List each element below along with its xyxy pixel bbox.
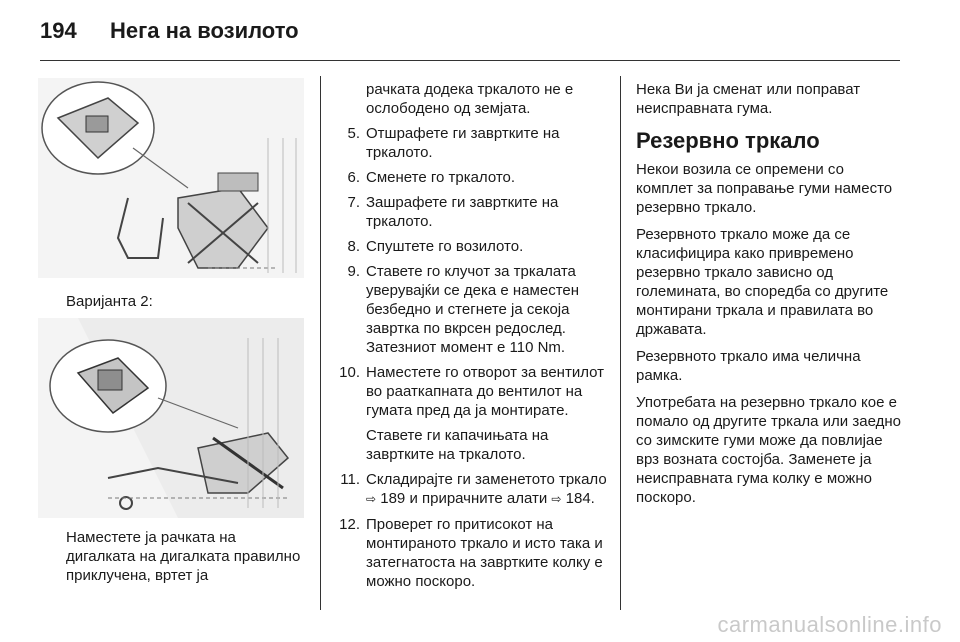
list-item: 6. Сменете го тркалото. (347, 169, 516, 186)
list-item: 11. Складирајте ги заменетото тркало ⇨ 189 и прирачните алати ⇨ 184. (340, 471, 607, 507)
list-item: 10. Наместете го отворот за вентилот во рааткапната до вентилот на гумата пред да ја монтирате. (339, 364, 605, 419)
intro-paragraph: Нека Ви ја сменат или поправат неисправната гума. (636, 81, 861, 117)
paragraph: Употребата на резервно тркало кое е помало од другите тркала или заедно со зимските гуми може да повлијае врз возната состојба. Заменете ја неисправната гума колку е можно поскоро. (636, 394, 901, 506)
paragraph: Резервното тркало може да се класифицира како привремено резервно тркало зависно од големината, во споредба со другите монтирани тркала и правилата во државата. (636, 226, 889, 338)
spare-wheel-column (636, 80, 902, 515)
reference-arrow-icon[interactable]: ⇨ (366, 492, 377, 506)
list-item: 7. Зашрафете ги завртките на тркалото. (347, 194, 559, 230)
step-note: Ставете ги капачињата на завртките на тркалото. (366, 427, 549, 463)
column-divider-1 (320, 76, 321, 610)
watermark: carmanualsonline.info (717, 612, 942, 637)
list-item: 9. Ставете го клучот за тркалата уверувајќи се дека е наместен безбедно и стегнете ја секоја завртка по вкрсен редослед. Затезниот момент е 110 Nm. (347, 263, 580, 356)
step-continuation: рачката додека тркалото не е ослободено од земјата. (366, 81, 574, 117)
jack-illustration-2 (38, 318, 304, 518)
paragraph: Резервното тркало има челична рамка. (636, 348, 861, 384)
page-reference-link[interactable]: 189 (380, 490, 406, 507)
page-title: Нега на возилото (110, 18, 299, 43)
page-reference-link[interactable]: 184 (565, 490, 591, 507)
list-item: 8. Спуштете го возилото. (347, 238, 524, 255)
jack-illustration-1 (38, 78, 304, 278)
page-header (0, 0, 960, 62)
column-divider-2 (620, 76, 621, 610)
header-rule (40, 60, 900, 61)
page-number: 194 (40, 18, 77, 43)
list-item: 12. Проверет го притисокот на монтираното тркало и исто така и затегнатоста на завртките колку е можно поскоро. (339, 516, 603, 590)
caption-variant-2: Варијанта 2: (66, 293, 153, 310)
reference-arrow-icon[interactable]: ⇨ (551, 492, 562, 506)
steps-column (322, 80, 612, 597)
paragraph: Некои возила се опремени со комплет за поправање гуми наместо резервно тркало. (636, 161, 893, 216)
caption-bottom: Наместете ја рачката на дигалката на дигалката правилно приклучена, вртет ја (66, 529, 301, 584)
section-heading: Резервно тркало (636, 128, 820, 153)
list-item: 5. Отшрафете ги завртките на тркалото. (347, 125, 560, 161)
